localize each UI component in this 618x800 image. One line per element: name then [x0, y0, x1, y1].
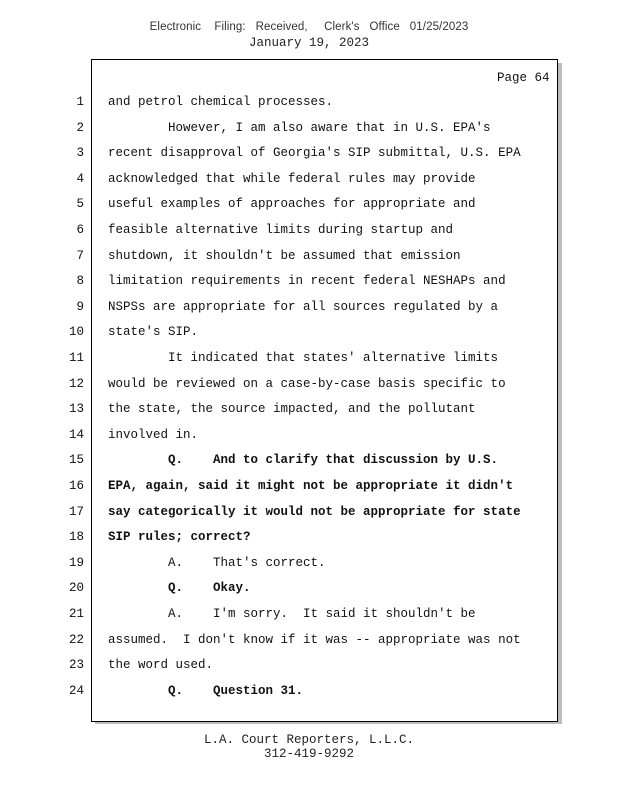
line-number: 24 [68, 683, 84, 698]
transcript-line [0, 428, 618, 448]
transcript-line [0, 505, 618, 525]
line-text: assumed. I don't know if it was -- appropriate was not [108, 632, 521, 647]
line-number: 11 [68, 351, 84, 365]
transcript-line [0, 121, 618, 141]
line-number: 8 [76, 274, 84, 289]
line-text: shutdown, it shouldn't be assumed that emission [108, 248, 461, 263]
line-text: NSPSs are appropriate for all sources regulated by a [108, 299, 499, 314]
line-number: 16 [68, 479, 84, 493]
line-text: the state, the source impacted, and the pollutant [108, 402, 476, 417]
line-number: 14 [68, 427, 84, 442]
line-text: would be reviewed on a case-by-case basis specific to [108, 376, 506, 391]
transcript-line [0, 377, 618, 397]
footer-company: L.A. Court Reporters, L.L.C. [203, 733, 415, 747]
transcript-line [0, 684, 618, 704]
footer-phone: 312-419-9292 [263, 747, 354, 761]
transcript-line [0, 453, 618, 473]
line-text: A. I'm sorry. It said it shouldn't be [108, 607, 476, 621]
line-number: 17 [68, 504, 84, 519]
transcript-line [0, 95, 618, 115]
line-number: 23 [68, 658, 84, 673]
line-number: 21 [68, 607, 84, 621]
line-text: say categorically it would not be appropriate for state [108, 504, 521, 519]
transcript-line [0, 300, 618, 320]
transcript-line [0, 249, 618, 269]
transcript-line [0, 581, 618, 601]
transcript-line [0, 402, 618, 422]
line-text: Q. And to clarify that discussion by U.S. [108, 453, 499, 468]
line-number: 13 [68, 402, 84, 417]
line-text: useful examples of approaches for appropriate and [108, 197, 476, 212]
line-text: involved in. [108, 427, 199, 442]
line-number: 2 [76, 120, 84, 135]
page-number: Page 64 [497, 71, 550, 85]
line-number: 12 [68, 376, 84, 391]
line-text: recent disapproval of Georgia's SIP submittal, U.S. EPA [108, 146, 521, 161]
line-number: 4 [76, 171, 84, 186]
line-number: 5 [76, 197, 84, 212]
line-text: SIP rules; correct? [108, 530, 251, 545]
transcript-line [0, 197, 618, 217]
transcript-line [0, 633, 618, 653]
line-number: 6 [76, 223, 84, 237]
line-text: It indicated that states' alternative limits [108, 351, 499, 365]
line-number: 7 [76, 248, 84, 263]
line-number: 22 [68, 632, 84, 647]
line-text: the word used. [108, 658, 214, 673]
line-text: EPA, again, said it might not be appropriate it didn't [108, 479, 514, 493]
line-number: 15 [68, 453, 84, 468]
transcript-date: January 19, 2023 [248, 36, 370, 50]
line-number: 19 [68, 555, 84, 570]
line-text: Q. Okay. [108, 581, 251, 596]
line-text: limitation requirements in recent federal NESHAPs and [108, 274, 506, 289]
transcript-line [0, 172, 618, 192]
line-text: and petrol chemical processes. [108, 95, 334, 109]
transcript-line [0, 556, 618, 576]
line-text: state's SIP. [108, 325, 199, 340]
line-number: 1 [76, 95, 84, 109]
line-number: 20 [68, 581, 84, 596]
line-number: 18 [68, 530, 84, 545]
line-text: feasible alternative limits during startup and [108, 223, 454, 237]
transcript-line [0, 351, 618, 371]
transcript-line [0, 658, 618, 678]
transcript-line [0, 530, 618, 550]
transcript-line [0, 274, 618, 294]
line-text: acknowledged that while federal rules may provide [108, 171, 476, 186]
line-text: However, I am also aware that in U.S. EPA's [108, 120, 491, 135]
line-text: A. That's correct. [108, 555, 326, 570]
line-number: 3 [76, 146, 84, 161]
line-number: 9 [76, 299, 84, 314]
transcript-line [0, 223, 618, 243]
filing-stamp: Electronic Filing: Received, Clerk's Office 01/25/2023 [149, 21, 469, 33]
line-number: 10 [68, 325, 84, 340]
transcript-line [0, 607, 618, 627]
line-text: Q. Question 31. [108, 683, 304, 698]
transcript-line [0, 146, 618, 166]
transcript-line [0, 325, 618, 345]
transcript-line [0, 479, 618, 499]
